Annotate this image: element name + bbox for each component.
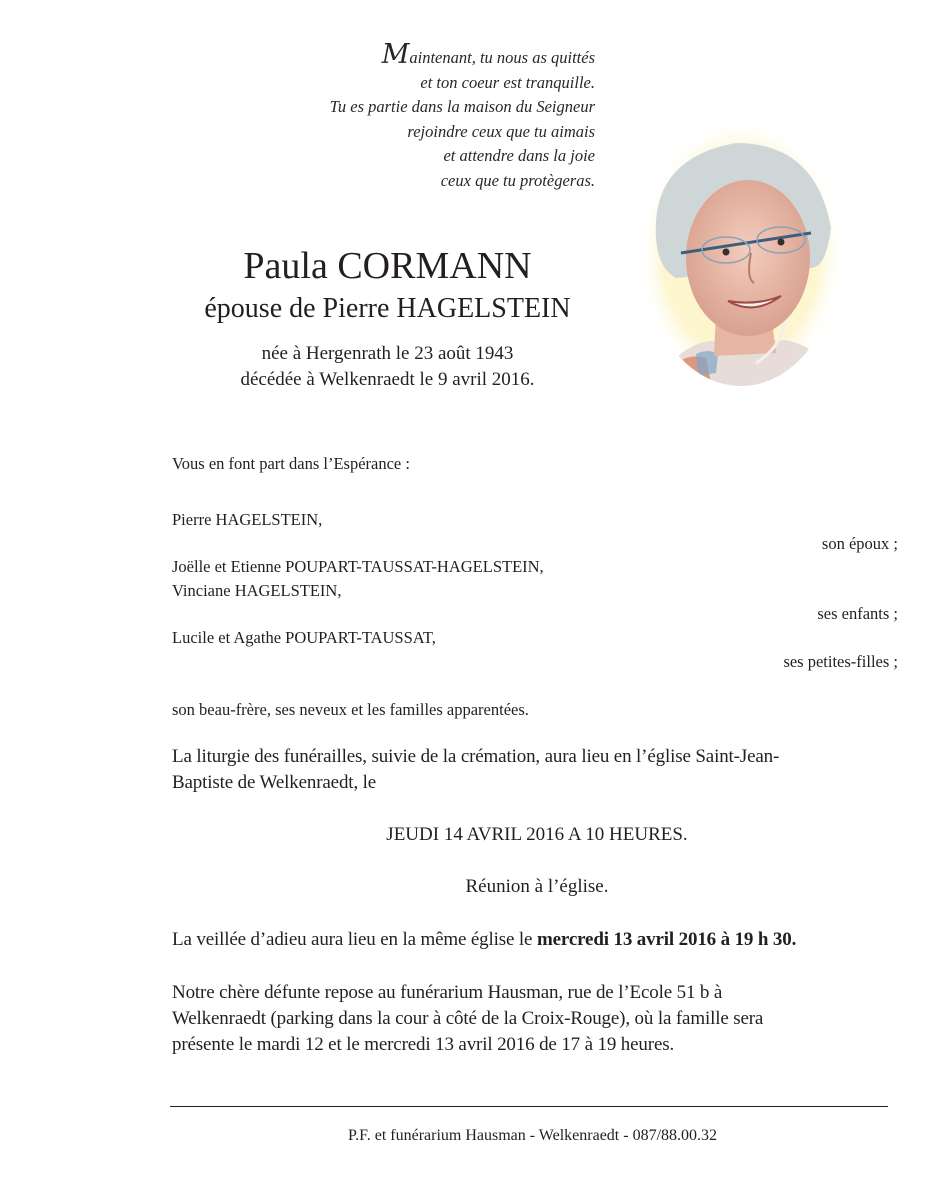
family-relation: son époux ;	[821, 534, 898, 553]
liturgy-line: Baptiste de Welkenraedt, le	[172, 772, 377, 793]
family-name: Joëlle et Etienne POUPART-TAUSSAT-HAGELSTEIN,	[172, 557, 544, 576]
death-line: décédée à Welkenraedt le 9 avril 2016.	[240, 369, 535, 390]
vigil-paragraph	[172, 927, 907, 953]
spouse-line: épouse de Pierre HAGELSTEIN	[204, 293, 571, 324]
repose-paragraph	[172, 980, 907, 1058]
poem	[235, 39, 595, 193]
poem-dropcap: M	[381, 39, 410, 70]
announcement-intro: Vous en font part dans l’Espérance :	[172, 454, 410, 473]
poem-line: ceux que tu protègeras.	[440, 170, 595, 190]
liturgy-line: La liturgie des funérailles, suivie de la crémation, aura lieu en l’église Saint-Jean-	[172, 746, 780, 767]
liturgy-paragraph	[172, 744, 907, 796]
poem-line: Tu es partie dans la maison du Seigneur	[329, 97, 595, 116]
vigil-date: mercredi 13 avril 2016 à 19 h 30.	[536, 929, 797, 950]
family-relation: ses enfants ;	[817, 604, 898, 623]
footer-text: P.F. et funérarium Hausman - Welkenraedt - 087/88.00.32	[347, 1127, 718, 1144]
family-name: Lucile et Agathe POUPART-TAUSSAT,	[172, 628, 436, 647]
family-name: Vinciane HAGELSTEIN,	[172, 581, 342, 600]
poem-line: Maintenant, tu nous as quittés	[381, 39, 595, 70]
other-relatives: son beau-frère, ses neveux et les familles apparentées.	[172, 700, 529, 719]
repose-line: Welkenraedt (parking dans la cour à côté de la Croix-Rouge), où la famille sera	[172, 1008, 764, 1029]
repose-line: présente le mardi 12 et le mercredi 13 avril 2016 de 17 à 19 heures.	[172, 1034, 675, 1055]
vigil-prefix: La veillée d’adieu aura lieu en la même église le	[172, 929, 537, 950]
family-name: Pierre HAGELSTEIN,	[172, 510, 323, 529]
ceremony-date: JEUDI 14 AVRIL 2016 A 10 HEURES.	[386, 824, 688, 845]
meeting-note: Réunion à l’église.	[465, 876, 609, 897]
birth-line: née à Hergenrath le 23 août 1943	[261, 343, 514, 364]
repose-line: Notre chère défunte repose au funérarium Hausman, rue de l’Ecole 51 b à	[172, 982, 723, 1003]
poem-line: et ton coeur est tranquille.	[420, 72, 595, 92]
family-relation: ses petites-filles ;	[783, 652, 898, 671]
footer-divider	[170, 1106, 888, 1107]
portrait-photo-icon	[636, 118, 846, 390]
poem-line: rejoindre ceux que tu aimais	[407, 121, 595, 141]
poem-line: et attendre dans la joie	[443, 146, 595, 165]
deceased-name: Paula CORMANN	[243, 245, 532, 287]
